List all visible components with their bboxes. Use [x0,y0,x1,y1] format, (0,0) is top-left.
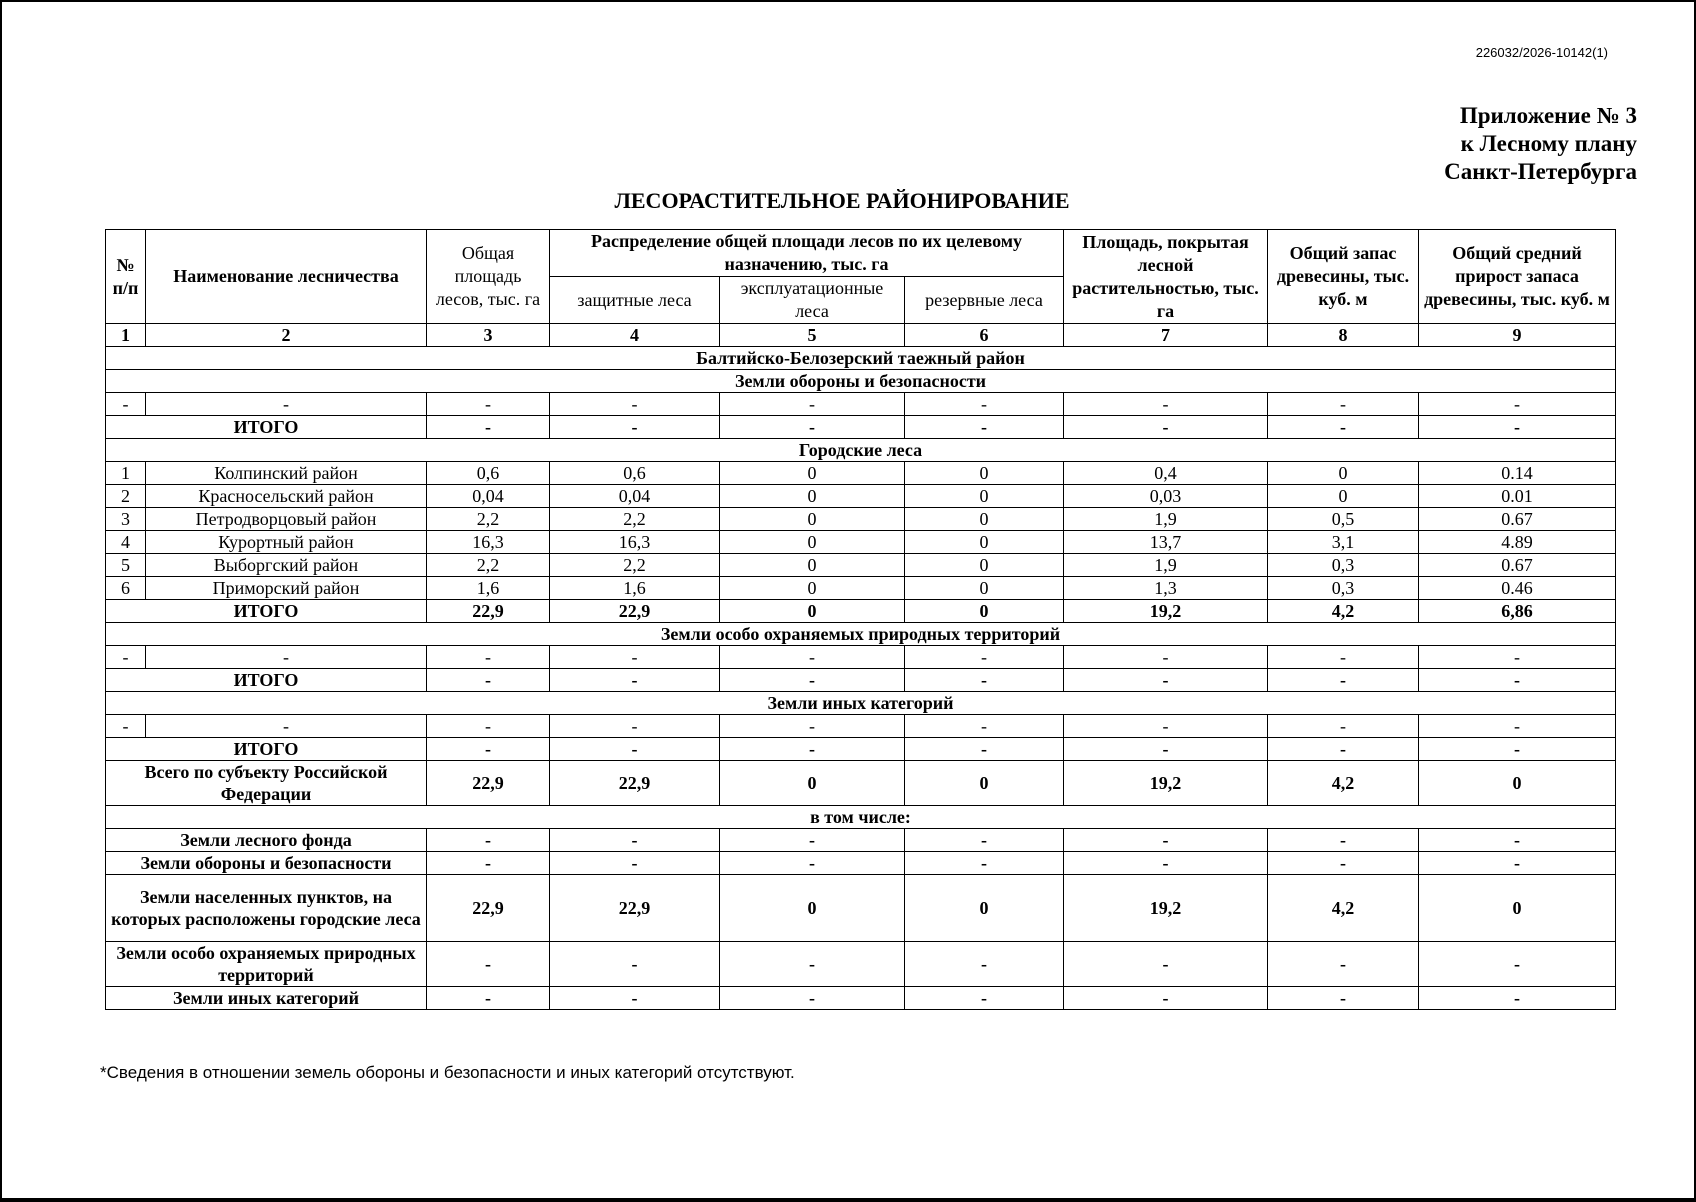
forestry-name: Красносельский район [146,485,427,508]
value-cell: - [1419,942,1616,987]
table-row [106,531,1616,554]
forestry-name: Петродворцовый район [146,508,427,531]
row-number: 4 [106,531,146,554]
section-row [106,370,1616,393]
breakdown-label: Земли населенных пунктов, на которых расположены городские леса [106,875,427,942]
value-cell: - [1064,393,1268,416]
value-cell: 0 [1419,875,1616,942]
value-cell: 0,3 [1268,554,1419,577]
value-cell: 13,7 [1064,531,1268,554]
value-cell: 2,2 [427,508,550,531]
value-cell: - [1268,393,1419,416]
grand-total-label: Всего по субъекту Российской Федерации [106,761,427,806]
value-cell: - [720,416,905,439]
value-cell: - [1064,669,1268,692]
value-cell: - [720,669,905,692]
total-row [106,416,1616,439]
value-cell: 0 [720,508,905,531]
value-cell: 0 [720,875,905,942]
forestry-name: Курортный район [146,531,427,554]
value-cell: - [1419,669,1616,692]
value-cell: 0 [720,577,905,600]
row-number: 6 [106,577,146,600]
forestry-name: Выборгский район [146,554,427,577]
value-cell: - [905,393,1064,416]
value-cell: - [550,738,720,761]
value-cell: 0 [905,508,1064,531]
forestry-name: - [146,646,427,669]
value-cell: 22,9 [550,761,720,806]
column-number: 4 [550,324,720,347]
row-number: 1 [106,462,146,485]
zoning-table [105,229,1616,1010]
value-cell: - [1419,987,1616,1010]
value-cell: 0.67 [1419,508,1616,531]
value-cell: - [1419,393,1616,416]
value-cell: 22,9 [427,761,550,806]
header-protective: защитные леса [550,277,720,324]
section-title: Земли иных категорий [106,692,1616,715]
value-cell: - [1268,829,1419,852]
value-cell: 0,6 [427,462,550,485]
appendix-line-1: Приложение № 3 [1459,103,1637,128]
value-cell: - [550,829,720,852]
value-cell: 22,9 [550,600,720,623]
breakdown-row [106,987,1616,1010]
value-cell: 0 [905,875,1064,942]
region-title: Балтийско-Белозерский таежный район [106,347,1616,370]
value-cell: 19,2 [1064,761,1268,806]
table-row [106,577,1616,600]
table-row [106,462,1616,485]
value-cell: - [905,942,1064,987]
forestry-name: - [146,393,427,416]
including-row [106,806,1616,829]
value-cell: 0 [720,462,905,485]
value-cell: - [1268,715,1419,738]
value-cell: 0 [720,554,905,577]
appendix-line-2: к Лесному плану [1460,131,1637,156]
header-distribution: Распределение общей площади лесов по их целевому назначению, тыс. га [550,230,1064,277]
value-cell: - [1419,715,1616,738]
section-row [106,439,1616,462]
value-cell: - [905,738,1064,761]
value-cell: 0,3 [1268,577,1419,600]
total-label: ИТОГО [106,600,427,623]
value-cell: - [550,715,720,738]
value-cell: 0 [905,554,1064,577]
value-cell: - [1064,829,1268,852]
value-cell: 22,9 [550,875,720,942]
forestry-name: - [146,715,427,738]
value-cell: 0 [905,761,1064,806]
total-label: ИТОГО [106,738,427,761]
value-cell: - [905,669,1064,692]
value-cell: - [1268,738,1419,761]
grand-total-row [106,761,1616,806]
breakdown-label: Земли особо охраняемых природных территорий [106,942,427,987]
value-cell: - [550,852,720,875]
value-cell: - [720,738,905,761]
value-cell: - [1419,829,1616,852]
value-cell: - [720,829,905,852]
table-row [106,554,1616,577]
value-cell: 0.01 [1419,485,1616,508]
total-row [106,600,1616,623]
value-cell: - [427,942,550,987]
value-cell: - [905,987,1064,1010]
value-cell: 16,3 [427,531,550,554]
page-title: ЛЕСОРАСТИТЕЛЬНОЕ РАЙОНИРОВАНИЕ [614,188,1070,213]
value-cell: - [720,987,905,1010]
header-exploitation: эксплуатационные леса [720,277,905,324]
section-title: Земли особо охраняемых природных территорий [106,623,1616,646]
appendix-heading [1444,102,1637,186]
value-cell: 0 [905,531,1064,554]
value-cell: - [905,852,1064,875]
value-cell: - [905,715,1064,738]
value-cell: 1,9 [1064,508,1268,531]
value-cell: 0,03 [1064,485,1268,508]
value-cell: - [1268,416,1419,439]
value-cell: 2,2 [550,508,720,531]
value-cell: 0 [905,600,1064,623]
section-title: Земли обороны и безопасности [106,370,1616,393]
value-cell: 0 [905,577,1064,600]
forestry-name: Приморский район [146,577,427,600]
value-cell: 19,2 [1064,600,1268,623]
column-number-row [106,324,1616,347]
value-cell: - [1419,646,1616,669]
value-cell: - [1419,416,1616,439]
region-row [106,347,1616,370]
value-cell: 0 [720,761,905,806]
value-cell: - [720,393,905,416]
column-number: 5 [720,324,905,347]
section-row [106,623,1616,646]
total-label: ИТОГО [106,669,427,692]
row-number: 3 [106,508,146,531]
footnote: *Сведения в отношении земель обороны и безопасности и иных категорий отсутствуют. [100,1063,795,1082]
value-cell: 2,2 [550,554,720,577]
breakdown-row [106,829,1616,852]
value-cell: - [427,829,550,852]
row-number: - [106,646,146,669]
breakdown-row [106,875,1616,942]
value-cell: - [1064,852,1268,875]
value-cell: 0,6 [550,462,720,485]
column-number: 3 [427,324,550,347]
table-body [106,324,1616,1010]
value-cell: 0,04 [427,485,550,508]
value-cell: 22,9 [427,600,550,623]
value-cell: - [550,416,720,439]
row-number: - [106,715,146,738]
value-cell: - [1268,669,1419,692]
value-cell: 4.89 [1419,531,1616,554]
column-number: 6 [905,324,1064,347]
value-cell: - [550,942,720,987]
breakdown-row [106,852,1616,875]
value-cell: - [1064,942,1268,987]
header-row-1 [106,230,1616,277]
value-cell: - [1064,416,1268,439]
value-cell: 4,2 [1268,875,1419,942]
value-cell: - [550,646,720,669]
value-cell: 4,2 [1268,761,1419,806]
table-row [106,646,1616,669]
breakdown-row [106,942,1616,987]
header-growth: Общий средний прирост запаса древесины, тыс. куб. м [1419,230,1616,324]
value-cell: - [427,669,550,692]
value-cell: 19,2 [1064,875,1268,942]
total-row [106,738,1616,761]
forestry-name: Колпинский район [146,462,427,485]
value-cell: 0 [720,600,905,623]
value-cell: 6,86 [1419,600,1616,623]
value-cell: - [1064,987,1268,1010]
appendix-line-3: Санкт-Петербурга [1444,159,1637,184]
table-row [106,393,1616,416]
value-cell: 0,4 [1064,462,1268,485]
value-cell: 3,1 [1268,531,1419,554]
value-cell: - [550,987,720,1010]
value-cell: - [905,646,1064,669]
value-cell: 0,5 [1268,508,1419,531]
value-cell: - [1268,942,1419,987]
value-cell: 0.67 [1419,554,1616,577]
including-label: в том числе: [106,806,1616,829]
document-number: 226032/2026-10142(1) [1475,45,1608,60]
value-cell: - [1064,646,1268,669]
value-cell: 0 [905,485,1064,508]
value-cell: - [427,715,550,738]
table-row [106,485,1616,508]
value-cell: 0 [1268,485,1419,508]
value-cell: - [427,738,550,761]
value-cell: 4,2 [1268,600,1419,623]
column-number: 1 [106,324,146,347]
column-number: 8 [1268,324,1419,347]
value-cell: - [1268,852,1419,875]
value-cell: - [720,646,905,669]
section-title: Городские леса [106,439,1616,462]
value-cell: - [1268,987,1419,1010]
value-cell: - [427,646,550,669]
column-number: 7 [1064,324,1268,347]
header-covered-area: Площадь, покрытая лесной растительностью, тыс. га [1064,230,1268,324]
value-cell: - [1419,738,1616,761]
value-cell: 22,9 [427,875,550,942]
value-cell: 0 [720,485,905,508]
total-label: ИТОГО [106,416,427,439]
value-cell: - [720,852,905,875]
value-cell: 0 [1268,462,1419,485]
column-number: 9 [1419,324,1616,347]
value-cell: - [1064,738,1268,761]
row-number: 5 [106,554,146,577]
value-cell: 0.46 [1419,577,1616,600]
breakdown-label: Земли лесного фонда [106,829,427,852]
value-cell: 0 [720,531,905,554]
column-number: 2 [146,324,427,347]
value-cell: 0,04 [550,485,720,508]
value-cell: - [427,393,550,416]
value-cell: 1,3 [1064,577,1268,600]
total-row [106,669,1616,692]
value-cell: 16,3 [550,531,720,554]
value-cell: - [720,942,905,987]
value-cell: 0.14 [1419,462,1616,485]
table-row [106,508,1616,531]
breakdown-label: Земли обороны и безопасности [106,852,427,875]
header-total-area: Общая площадь лесов, тыс. га [427,230,550,324]
section-row [106,692,1616,715]
value-cell: - [905,829,1064,852]
header-reserve: резервные леса [905,277,1064,324]
value-cell: - [1064,715,1268,738]
row-number: - [106,393,146,416]
value-cell: 0 [905,462,1064,485]
value-cell: - [550,669,720,692]
value-cell: - [720,715,905,738]
header-stock: Общий запас древесины, тыс. куб. м [1268,230,1419,324]
value-cell: - [1419,852,1616,875]
value-cell: 1,6 [550,577,720,600]
header-num: № п/п [106,230,146,324]
table-row [106,715,1616,738]
value-cell: - [905,416,1064,439]
value-cell: - [550,393,720,416]
header-name: Наименование лесничества [146,230,427,324]
value-cell: 1,9 [1064,554,1268,577]
breakdown-label: Земли иных категорий [106,987,427,1010]
value-cell: - [427,416,550,439]
value-cell: 2,2 [427,554,550,577]
value-cell: - [1268,646,1419,669]
row-number: 2 [106,485,146,508]
value-cell: 1,6 [427,577,550,600]
value-cell: - [427,852,550,875]
value-cell: - [427,987,550,1010]
value-cell: 0 [1419,761,1616,806]
